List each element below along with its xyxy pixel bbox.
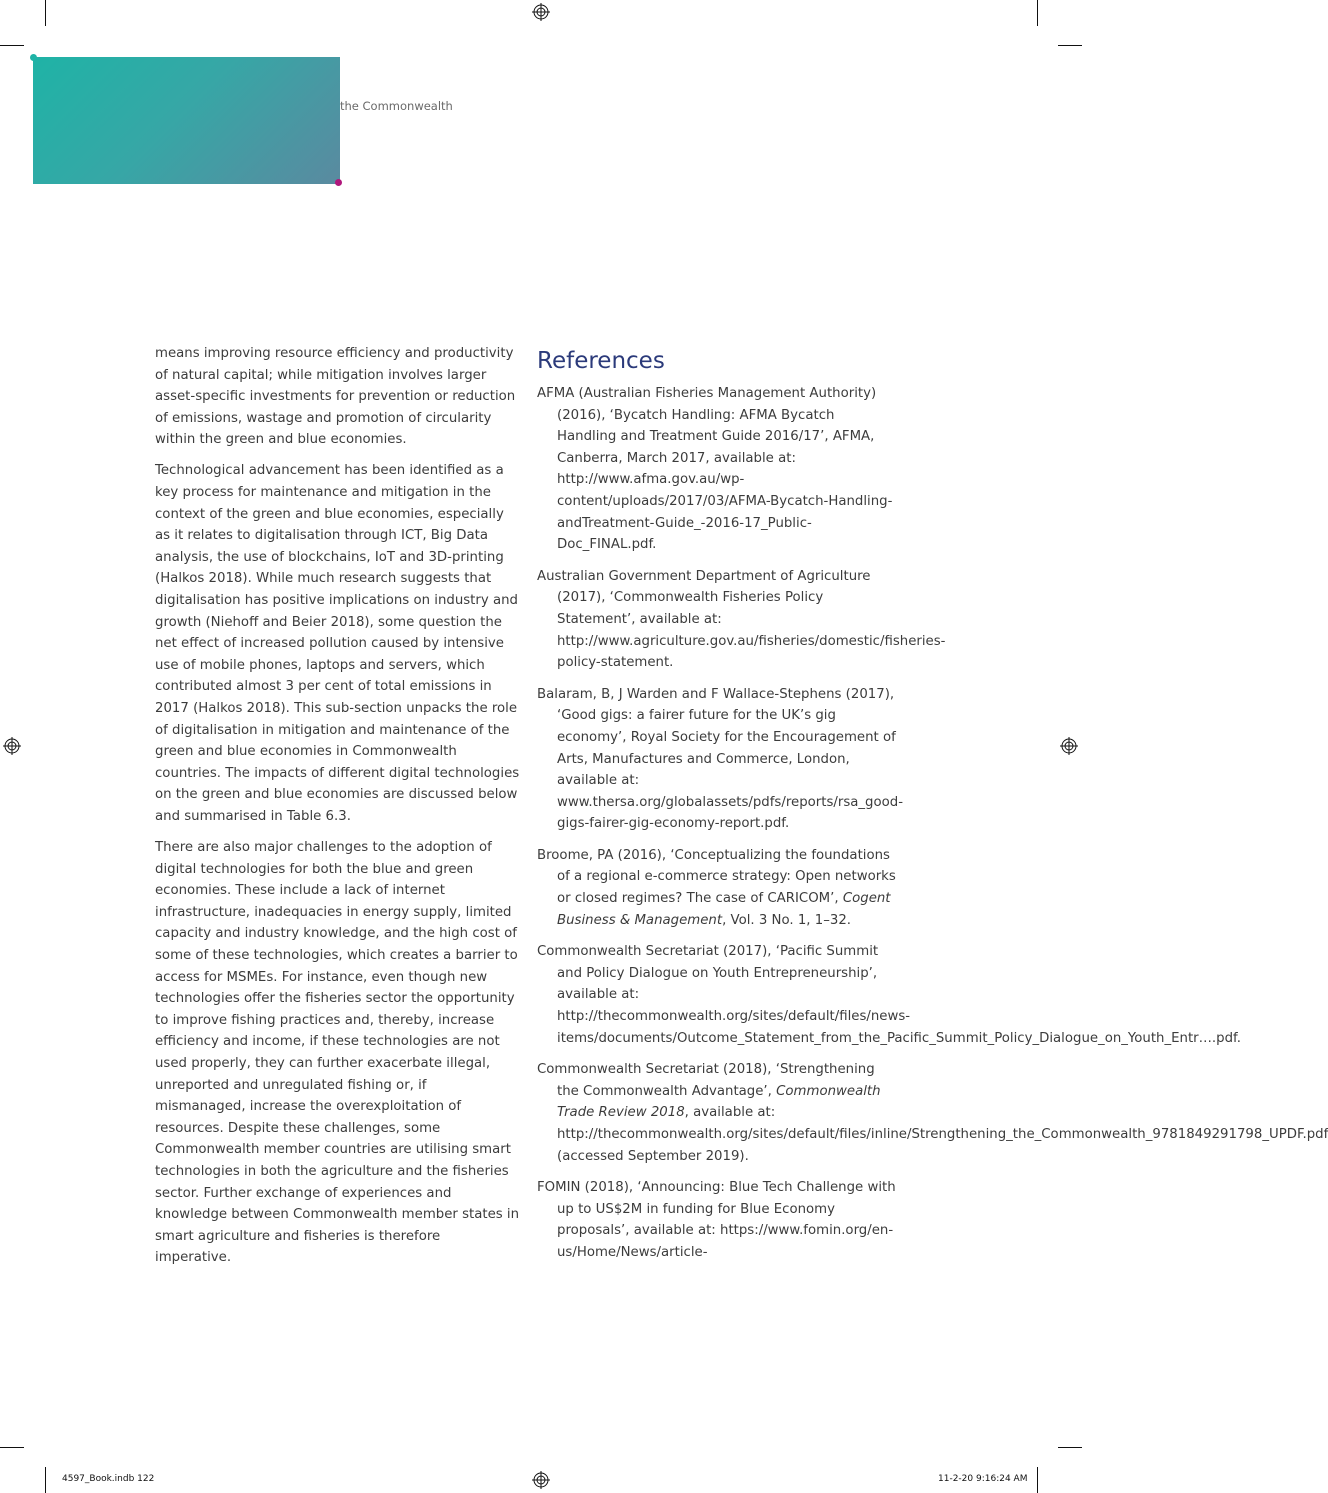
crop-mark — [1037, 1467, 1038, 1493]
reference-item: FOMIN (2018), ‘Announcing: Blue Tech Challenge with up to US$2M in funding for Blue Economy proposals’, available at: https://www.fomin.org/en-us/Home/News/article- — [537, 1180, 896, 1260]
references-column — [537, 345, 1328, 1274]
reference-item: Australian Government Department of Agriculture (2017), ‘Commonwealth Fisheries Policy Statement’, available at: http://www.agriculture.gov.au/fisheries/domestic/fisheries-policy-statement. — [537, 568, 946, 671]
running-head: the Commonwealth — [340, 99, 453, 113]
reference-item: Balaram, B, J Warden and F Wallace-Stephens (2017), ‘Good gigs: a fairer future for the UK’s gig economy’, Royal Society for the Encouragement of Arts, Manufactures and Commerce, London, available at: www.thersa.org/globalassets/pdfs/reports/rsa_good-gigs-fairer-gig-economy-report.pdf. — [537, 686, 903, 832]
reference-text: Broome, PA (2016), ‘Conceptualizing the foundations of a regional e-commerce strategy: Open networks or closed regimes? The case of CARICOM’, — [537, 847, 896, 907]
body-paragraph: means improving resource efficiency and productivity of natural capital; while mitigation involves larger asset-specific investments for prevention or reduction of emissions, wastage and promotion of circularity within the green and blue economies. — [155, 346, 516, 448]
crop-mark — [0, 1447, 24, 1448]
body-paragraph: There are also major challenges to the adoption of digital technologies for both the blue and green economies. These include a lack of internet infrastructure, inadequacies in energy supply, limited capacity and industry knowledge, and the high cost of some of these technologies, which creates a barrier to access for MSMEs. For instance, even though new technologies offer the fisheries sector the opportunity to improve fishing practices and, thereby, increase efficiency and income, if these technologies are not used properly, they can further exacerbate illegal, unreported and unregulated fishing or, if mismanaged, increase the overexploitation of resources. Despite these challenges, some Commonwealth member countries are utilising smart technologies in both the agriculture and the fisheries sector. Further exchange of experiences and knowledge between Commonwealth member states in smart agriculture and fisheries is therefore imperative. — [155, 840, 520, 1266]
reference-text: , available at: http://thecommonwealth.org/sites/default/files/inline/Strengthening_the_Commonwealth_9781849291798_UPDF.pdf (accessed September 2019). — [557, 1105, 1328, 1164]
reference-text: , Vol. 3 No. 1, 1–32. — [722, 912, 852, 928]
references-heading: References — [537, 348, 665, 374]
crop-mark — [1058, 45, 1082, 46]
registration-mark-icon — [3, 737, 21, 755]
registration-mark-icon — [532, 1471, 550, 1489]
reference-item — [537, 845, 897, 931]
body-column — [155, 343, 520, 1278]
body-paragraph: Technological advancement has been identified as a key process for maintenance and mitigation in the context of the green and blue economies, especially as it relates to digitalisation through ICT, Big Data analysis, the use of blockchains, IoT and 3D-printing (Halkos 2018). While much research suggests that digitalisation has positive implications on industry and growth (Niehoff and Beier 2018), some question the net effect of increased pollution caused by intensive use of mobile phones, laptops and servers, which contributed almost 3 per cent of total emissions in 2017 (Halkos 2018). This sub-section unpacks the role of digitalisation in mitigation and maintenance of the green and blue economies in Commonwealth countries. The impacts of different digital technologies on the green and blue economies are discussed below and summarised in Table 6.3. — [155, 463, 520, 824]
crop-mark — [1058, 1447, 1082, 1448]
reference-text: Commonwealth Secretariat (2018), ‘Strengthening the Commonwealth Advantage’, — [537, 1062, 875, 1099]
slug-timestamp: 11-2-20 9:16:24 AM — [938, 1474, 1028, 1484]
registration-mark-icon — [1060, 737, 1078, 755]
registration-mark-icon — [532, 3, 550, 21]
reference-item — [537, 1059, 1328, 1167]
corner-dot-magenta — [335, 179, 342, 186]
reference-journal: Commonwealth Trade Review 2018 — [557, 1083, 881, 1121]
crop-mark — [0, 45, 24, 46]
reference-journal: Cogent Business & Management — [557, 891, 891, 928]
header-gradient-block — [33, 57, 340, 184]
crop-mark — [1037, 0, 1038, 26]
reference-item: AFMA (Australian Fisheries Management Authority) (2016), ‘Bycatch Handling: AFMA Bycatch Handling and Treatment Guide 2016/17’, AFMA, Canberra, March 2017, available at: http://www.afma.gov.au/wp-content/uploads/2017/03/AFMA-Bycatch-Handling-andTreatment-Guide_-2016-17_Public-Doc_FINAL.pdf. — [537, 386, 893, 553]
corner-dot-teal — [30, 54, 37, 61]
crop-mark — [45, 1467, 46, 1493]
reference-item: Commonwealth Secretariat (2017), ‘Pacific Summit and Policy Dialogue on Youth Entrepreneurship’, available at: http://thecommonwealth.org/sites/default/files/news-items/documents/Outcome_Statement_from_the_Pacific_Summit_Policy_Dialogue_on_Youth_Entr….pdf. — [537, 944, 1241, 1046]
slug-file-info: 4597_Book.indb 122 — [62, 1474, 155, 1484]
crop-mark — [45, 0, 46, 26]
